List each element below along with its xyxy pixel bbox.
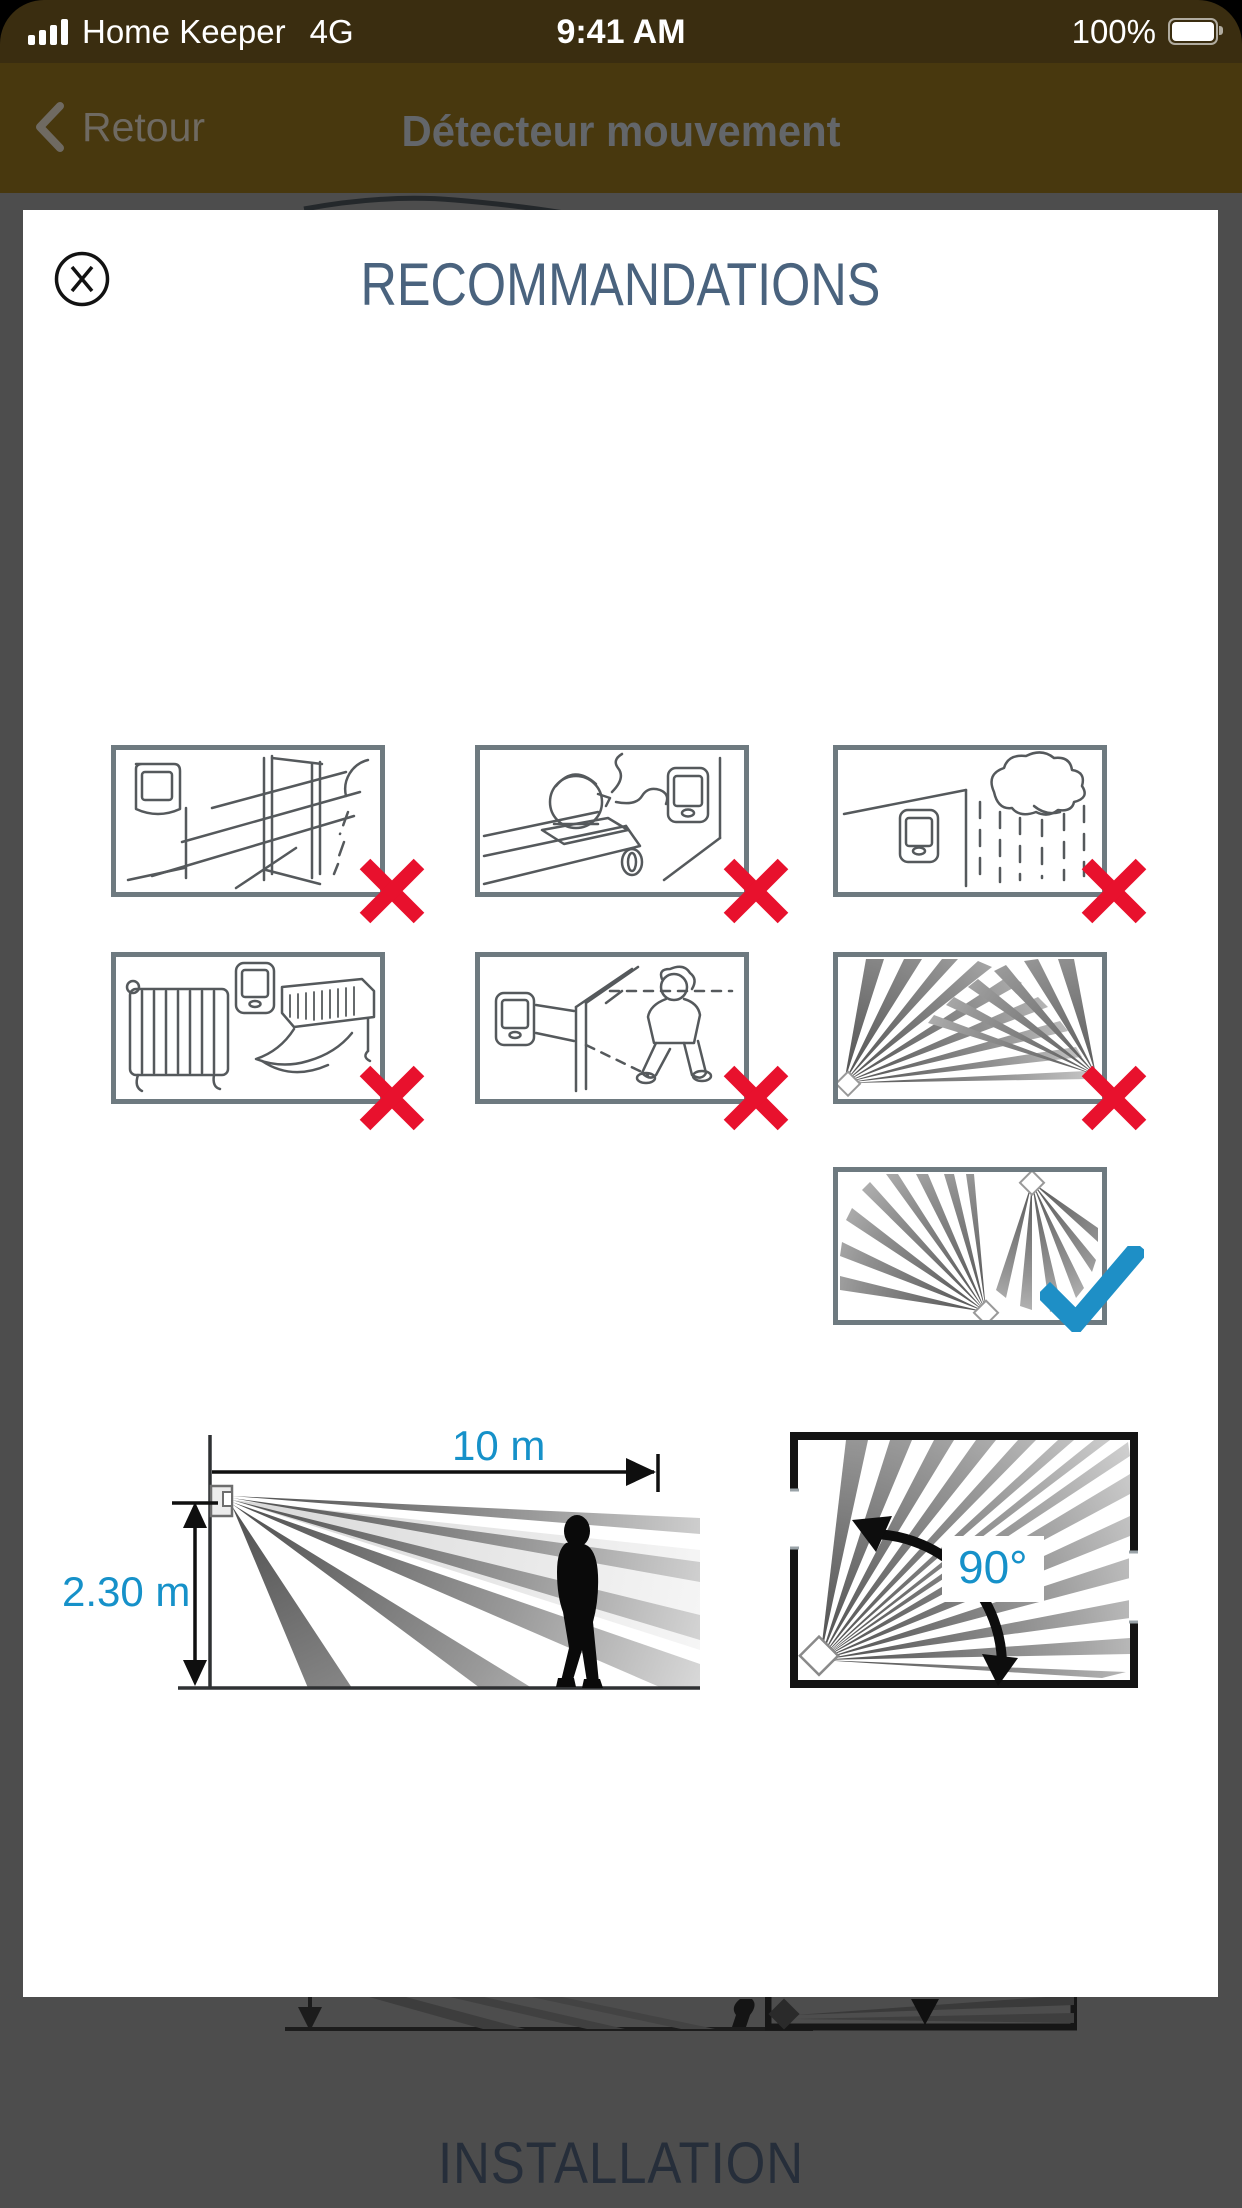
angle-label: 90°: [942, 1536, 1044, 1602]
sunlight-window-illustration: [116, 750, 380, 892]
radiator-ac-illustration: [116, 957, 380, 1099]
kettle-heat-illustration: [480, 750, 744, 892]
check-mark-icon: [1040, 1246, 1144, 1332]
page-title: Détecteur mouvement: [401, 107, 841, 156]
dimmed-coverage-diagram-bottom: [765, 1993, 1077, 2033]
overlapping-fans-illustration: [838, 957, 1102, 1099]
x-mark-icon: [358, 857, 426, 925]
range-diagram: [60, 1410, 700, 1700]
recommendation-radiator-ac: [111, 952, 385, 1104]
recommendation-correct-coverage: [833, 1167, 1107, 1325]
back-label: Retour: [82, 103, 206, 150]
recommendation-obstacle-wall: [475, 952, 749, 1104]
recommendations-modal: [23, 210, 1218, 1997]
recommendation-sunlight-window: [111, 745, 385, 897]
status-bar: [0, 0, 1242, 63]
distance-label: 10 m: [452, 1422, 546, 1469]
x-mark-icon: [722, 857, 790, 925]
dimmed-range-diagram-bottom: [195, 1993, 815, 2035]
recommendation-heat-source: [475, 745, 749, 897]
network-type: 4G: [309, 12, 354, 50]
modal-title: RECOMMANDATIONS: [360, 251, 881, 318]
range-diagram-drawing: [60, 1410, 700, 1700]
height-label: 2.30 m: [62, 1568, 191, 1615]
rain-cloud-illustration: [838, 750, 1102, 892]
installation-section-title: INSTALLATION: [437, 2131, 805, 2196]
navigation-bar: [0, 63, 1242, 193]
x-mark-icon: [1080, 1064, 1148, 1132]
battery-percent: 100%: [1071, 12, 1156, 50]
battery-icon: [1168, 18, 1218, 45]
x-mark-icon: [1080, 857, 1148, 925]
coverage-angle-diagram: [790, 1432, 1138, 1688]
carrier-name: Home Keeper: [82, 12, 286, 50]
obstacle-person-illustration: [480, 957, 744, 1099]
clock: 9:41 AM: [556, 13, 686, 51]
x-mark-icon: [358, 1064, 426, 1132]
status-right: [1072, 0, 1218, 63]
recommendation-facing-detectors: [833, 952, 1107, 1104]
x-mark-icon: [722, 1064, 790, 1132]
recommendation-rain-outdoor: [833, 745, 1107, 897]
